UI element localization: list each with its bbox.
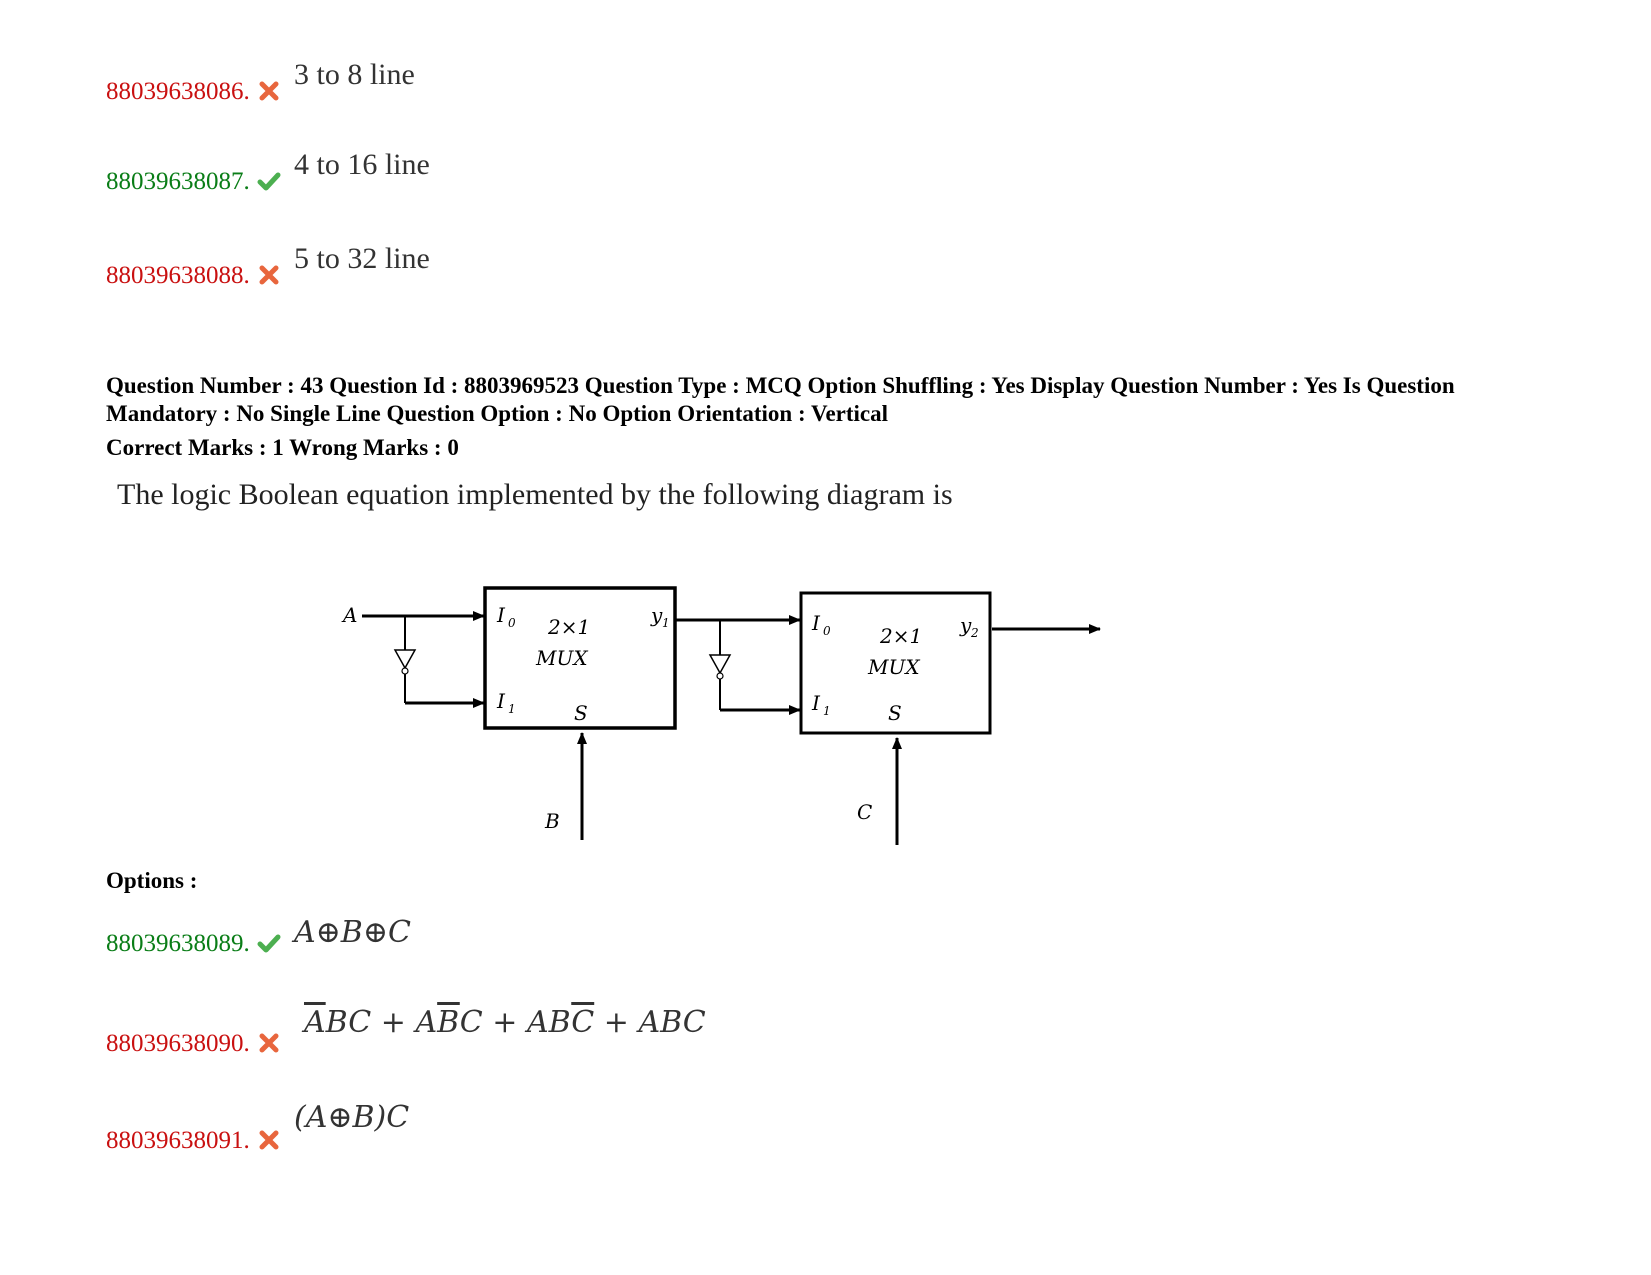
mux1-i1-sub: 1 <box>508 702 516 716</box>
term-2-b: $\overline{B}$ <box>437 1005 460 1040</box>
mux1-i0-label: I <box>497 603 505 627</box>
term-2-a: A <box>415 1005 438 1040</box>
mux2-i0-label: I <box>812 611 820 635</box>
mux1-name: MUX <box>536 646 588 670</box>
cross-icon <box>256 1127 282 1153</box>
question-text: The logic Boolean equation implemented by the following diagram is <box>117 478 953 511</box>
mux2-size: 2×1 <box>880 624 923 648</box>
mux2-select: S <box>888 701 902 725</box>
mux1-out-label: y <box>651 603 663 627</box>
option-row <box>106 930 282 958</box>
option-text: 5 to 32 line <box>294 242 430 275</box>
plus-sign: + <box>380 1005 406 1040</box>
input-c-label: C <box>857 800 873 824</box>
option-id: 88039638086. <box>106 78 250 105</box>
inverter-2-bubble <box>717 673 723 679</box>
question-marks: Correct Marks : 1 Wrong Marks : 0 <box>106 435 459 460</box>
option-id: 88039638091. <box>106 1127 250 1154</box>
option-id: 88039638090. <box>106 1030 250 1057</box>
term-4-c: C <box>682 1005 706 1040</box>
input-b-label: B <box>545 809 560 833</box>
term-3-b: B <box>548 1005 572 1040</box>
mux1-i1-label: I <box>497 689 505 713</box>
term-1-a: $\overline{A}$ <box>304 1005 326 1040</box>
option-row <box>106 1127 282 1155</box>
mux1-size: 2×1 <box>548 615 591 639</box>
mux1-i0-sub: 0 <box>508 616 516 630</box>
mux2-name: MUX <box>868 655 920 679</box>
mux2-out-label: y <box>960 613 972 637</box>
question-meta: Question Number : 43 Question Id : 8803969523 Question Type : MCQ Option Shuffling : Yes Display Question Number : Yes Is Question Mandatory : No Single Line Question Option : No Option Orientation : Vertical <box>106 373 1455 426</box>
option-formula: A⊕B⊕C <box>294 915 411 950</box>
options-label: Options : <box>106 868 198 893</box>
term-1-b: B <box>325 1005 349 1040</box>
option-row <box>106 1030 282 1058</box>
inverter-1-bubble <box>402 668 408 674</box>
option-formula-sop <box>304 1005 706 1040</box>
mux2-i1-label: I <box>812 691 820 715</box>
option-id: 88039638089. <box>106 930 250 957</box>
mux2-i1-sub: 1 <box>823 704 831 718</box>
term-3-a: A <box>526 1005 549 1040</box>
plus-sign: + <box>492 1005 518 1040</box>
option-text: 3 to 8 line <box>294 58 415 91</box>
mux1-select: S <box>574 701 588 725</box>
term-4-a: A <box>638 1005 661 1040</box>
plus-sign: + <box>603 1005 629 1040</box>
option-id: 88039638088. <box>106 262 250 289</box>
option-text: 4 to 16 line <box>294 148 430 181</box>
cross-icon <box>256 1030 282 1056</box>
mux1-out-sub: 1 <box>662 616 670 630</box>
mux2-i0-sub: 0 <box>823 624 831 638</box>
term-4-b: B <box>660 1005 683 1040</box>
term-1-c: C <box>348 1005 372 1040</box>
input-a-label: A <box>343 603 358 627</box>
option-id: 88039638087. <box>106 168 250 195</box>
term-3-c: $\overline{C}$ <box>571 1005 595 1040</box>
mux2-out-sub: 2 <box>971 626 979 640</box>
inverter-1 <box>395 650 415 668</box>
option-formula: (A⊕B)C <box>294 1100 410 1135</box>
check-icon <box>256 930 282 956</box>
inverter-2 <box>710 655 730 673</box>
term-2-c: C <box>459 1005 483 1040</box>
